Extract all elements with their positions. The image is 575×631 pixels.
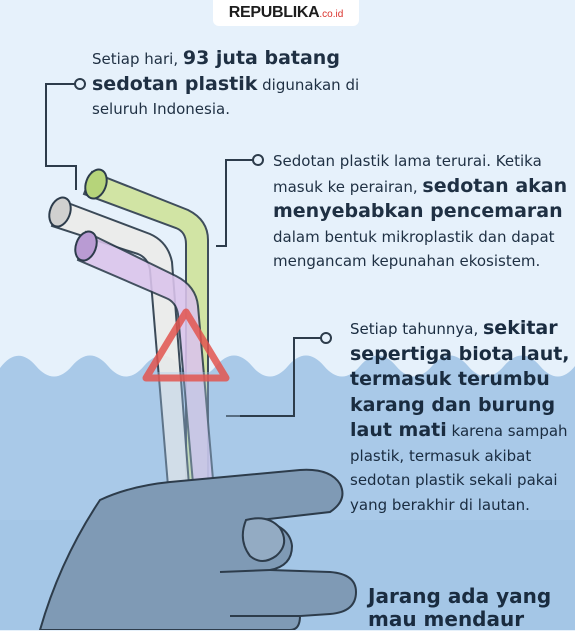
connector-dot-2 [253, 155, 263, 165]
fact-2-highlight: sedotan akan menyebabkan pencemaran [273, 174, 568, 222]
connector-line-2 [216, 160, 258, 246]
fact-1 [92, 46, 392, 122]
fact-1-suffix: digunakan di seluruh Indonesia. [92, 75, 360, 118]
fact-1-highlight: 93 juta batang sedotan plastik [92, 47, 340, 95]
fact-3-highlight: sekitar sepertiga biota laut, termasuk terumbu karang dan burung laut mati [350, 317, 570, 441]
connector-dot-1 [75, 79, 85, 89]
hand-thumb [243, 518, 284, 561]
brand-logo [213, 0, 359, 26]
fact-2-suffix: dalam bentuk mikroplastik dan dapat mengancam kepunahan ekosistem. [273, 227, 555, 270]
fact-1-prefix: Setiap hari, [92, 50, 183, 68]
connector-line-1 [46, 84, 80, 190]
connector-dot-3 [321, 333, 331, 343]
fact-2-prefix: Sedotan plastik lama terurai. Ketika masuk ke perairan, [273, 152, 542, 196]
brand-domain: .co.id [319, 9, 344, 20]
footer-text: Jarang ada yang mau mendaur [368, 584, 552, 631]
fact-2 [273, 149, 573, 274]
brand-name: REPUBLIKA [228, 4, 320, 21]
fact-3-suffix: karena sampah plastik, termasuk akibat sedotan plastik sekali pakai yang berakhir di lautan. [350, 422, 568, 514]
fact-3-prefix: Setiap tahunnya, [350, 320, 483, 338]
fact-3 [350, 316, 572, 517]
